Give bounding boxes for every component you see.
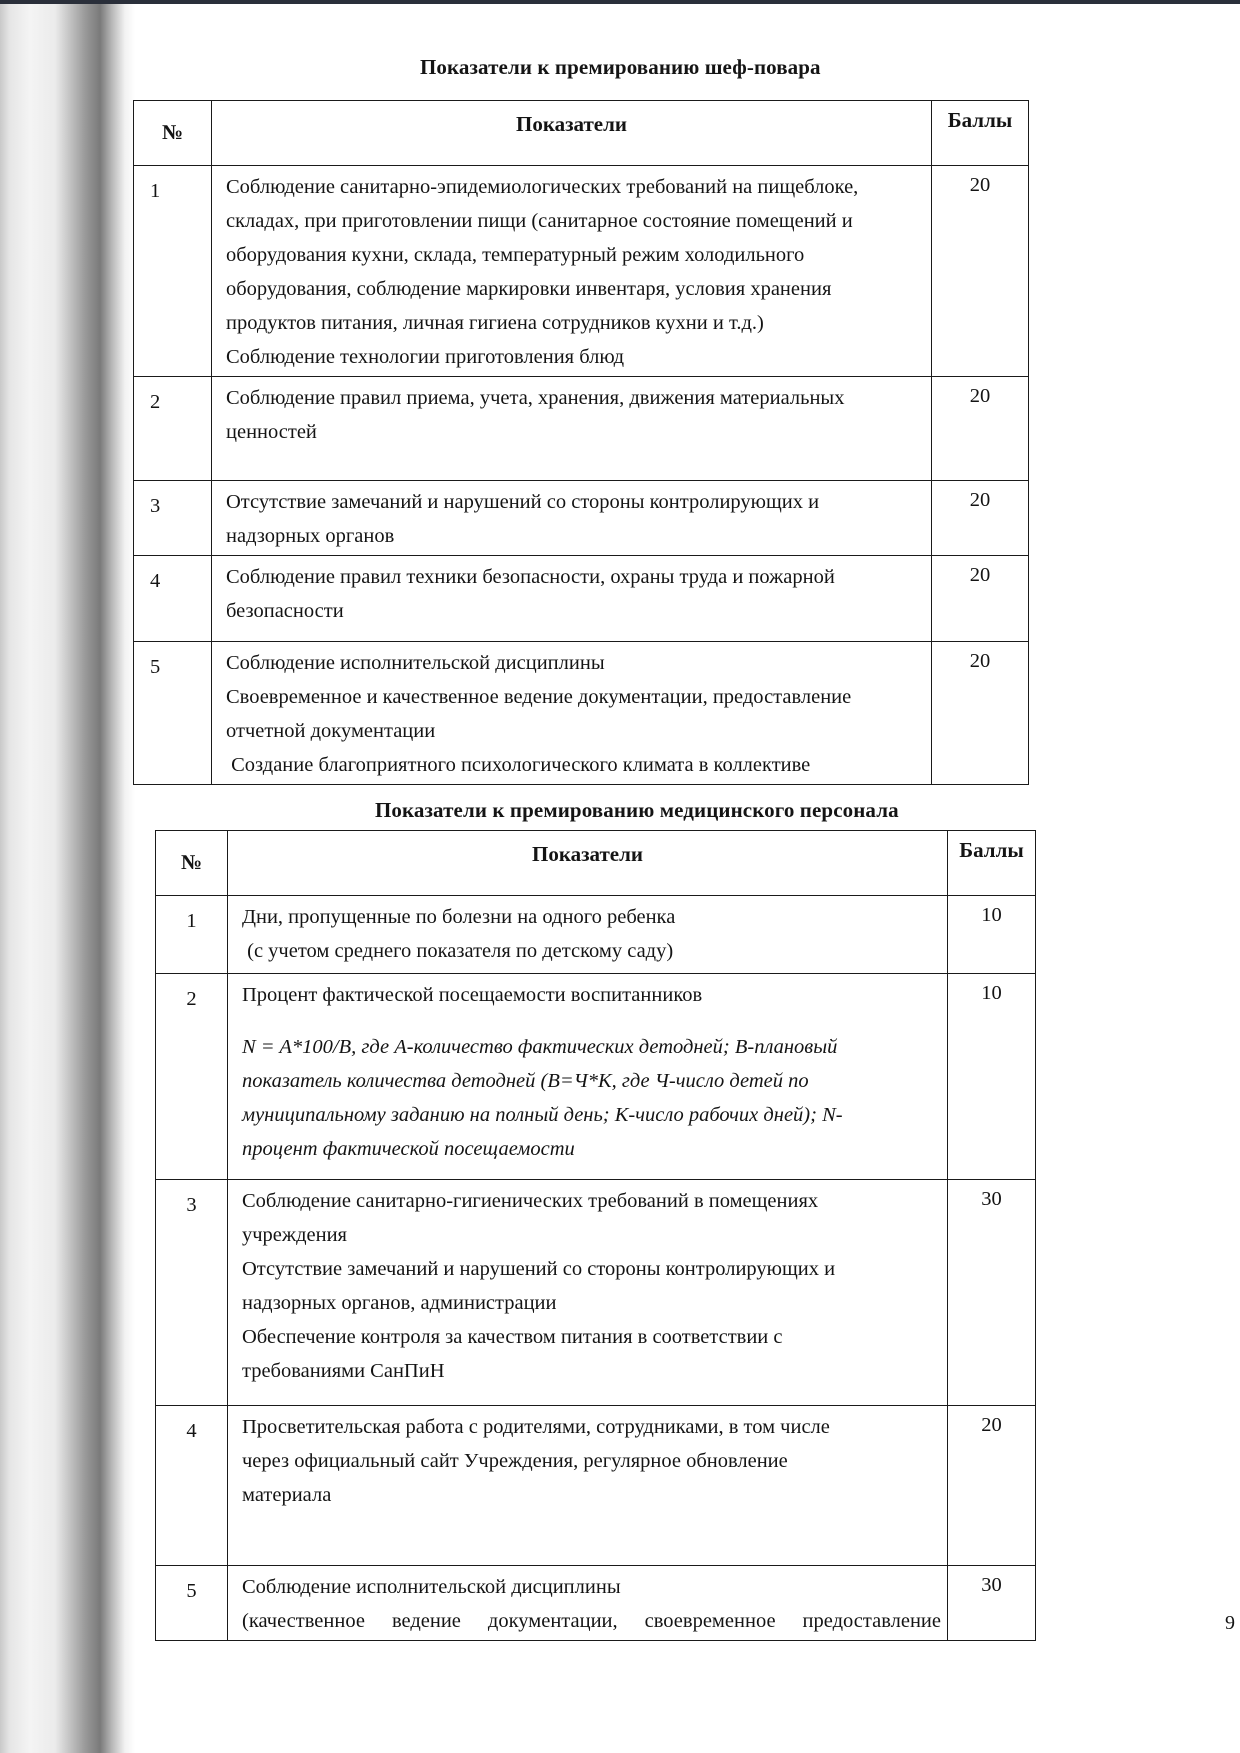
table-header-row <box>134 101 1029 166</box>
row-indicator <box>212 642 932 785</box>
row-num: 5 <box>134 642 212 785</box>
header-indicator: Показатели <box>212 101 932 166</box>
indicator-line: Создание благоприятного психологического климата в коллективе <box>226 754 811 776</box>
indicator-line: Обеспечение контроля за качеством питания в соответствии с <box>242 1326 783 1348</box>
indicator-line: Отсутствие замечаний и нарушений со стороны контролирующих и <box>226 491 820 513</box>
page-number: 9 <box>1225 1612 1235 1634</box>
indicator-line: (качественное ведение документации, своевременное предоставление <box>242 1610 941 1632</box>
row-num: 3 <box>134 481 212 556</box>
row-indicator <box>212 481 932 556</box>
header-points: Баллы <box>948 831 1036 896</box>
indicator-line: складах, при приготовлении пищи (санитарное состояние помещений и <box>226 210 853 232</box>
indicator-line: (с учетом среднего показателя по детскому саду) <box>242 940 674 962</box>
row-points: 20 <box>932 642 1029 785</box>
medical-section-title: Показатели к премированию медицинского персонала <box>375 798 899 822</box>
table-header-row <box>156 831 1036 896</box>
table-row <box>156 896 1036 974</box>
row-indicator <box>228 896 948 974</box>
header-num: № <box>134 101 212 166</box>
indicator-line: Процент фактической посещаемости воспитанников <box>242 984 703 1006</box>
indicator-line: безопасности <box>226 600 344 622</box>
row-num: 2 <box>156 974 228 1180</box>
indicator-line: надзорных органов, администрации <box>242 1292 557 1314</box>
medical-indicators-table <box>155 830 1036 1641</box>
indicator-line: Соблюдение правил техники безопасности, охраны труда и пожарной <box>226 566 835 588</box>
indicator-line: через официальный сайт Учреждения, регулярное обновление <box>242 1450 788 1472</box>
table-row <box>156 1406 1036 1566</box>
table-row <box>156 1180 1036 1406</box>
row-points: 20 <box>932 556 1029 642</box>
chef-indicators-table <box>133 100 1029 785</box>
indicator-line: Отсутствие замечаний и нарушений со стороны контролирующих и <box>242 1258 836 1280</box>
row-indicator <box>212 556 932 642</box>
table-row <box>134 642 1029 785</box>
indicator-line: учреждения <box>242 1224 347 1246</box>
indicator-line: ценностей <box>226 421 317 443</box>
row-num: 1 <box>134 166 212 377</box>
header-num: № <box>156 831 228 896</box>
table-row <box>134 556 1029 642</box>
header-indicator: Показатели <box>228 831 948 896</box>
indicator-line: требованиями СанПиН <box>242 1360 445 1382</box>
indicator-line: материала <box>242 1484 332 1506</box>
row-points: 20 <box>932 166 1029 377</box>
row-points: 30 <box>948 1566 1036 1641</box>
table-row <box>156 974 1036 1180</box>
table-row <box>134 377 1029 481</box>
indicator-line: Соблюдение исполнительской дисциплины <box>226 652 605 674</box>
row-indicator <box>212 166 932 377</box>
row-indicator <box>228 1406 948 1566</box>
header-points: Баллы <box>932 101 1029 166</box>
chef-section-title: Показатели к премированию шеф-повара <box>420 55 821 79</box>
scan-top-edge <box>0 0 1240 4</box>
row-num: 3 <box>156 1180 228 1406</box>
row-num: 2 <box>134 377 212 481</box>
indicator-line: Просветительская работа с родителями, сотрудниками, в том числе <box>242 1416 830 1438</box>
indicator-line: оборудования кухни, склада, температурный режим холодильного <box>226 244 805 266</box>
formula-line: процент фактической посещаемости <box>242 1138 575 1160</box>
indicator-line: Соблюдение правил приема, учета, хранения, движения материальных <box>226 387 845 409</box>
indicator-line: Соблюдение исполнительской дисциплины <box>242 1576 621 1598</box>
indicator-line: оборудования, соблюдение маркировки инвентаря, условия хранения <box>226 278 832 300</box>
table-row <box>134 166 1029 377</box>
formula-line: показатель количества детодней (В=Ч*К, где Ч-число детей по <box>242 1070 809 1092</box>
formula-line: муниципальному заданию на полный день; К-число рабочих дней); N- <box>242 1104 843 1126</box>
row-points: 30 <box>948 1180 1036 1406</box>
row-num: 4 <box>134 556 212 642</box>
row-points: 20 <box>932 481 1029 556</box>
row-points: 20 <box>948 1406 1036 1566</box>
row-indicator <box>228 1566 948 1641</box>
row-indicator <box>228 1180 948 1406</box>
indicator-line: Своевременное и качественное ведение документации, предоставление <box>226 686 852 708</box>
row-num: 4 <box>156 1406 228 1566</box>
formula-line: N = A*100/B, где А-количество фактических детодней; В-плановый <box>242 1036 838 1058</box>
attendance-formula <box>242 1030 941 1166</box>
table-row <box>134 481 1029 556</box>
row-points: 10 <box>948 896 1036 974</box>
row-points: 20 <box>932 377 1029 481</box>
row-num: 1 <box>156 896 228 974</box>
indicator-line: надзорных органов <box>226 525 395 547</box>
indicator-line: продуктов питания, личная гигиена сотрудников кухни и т.д.) <box>226 312 764 334</box>
indicator-line: Соблюдение санитарно-гигиенических требований в помещениях <box>242 1190 819 1212</box>
row-indicator <box>212 377 932 481</box>
row-num: 5 <box>156 1566 228 1641</box>
indicator-line: Соблюдение санитарно-эпидемиологических требований на пищеблоке, <box>226 176 859 198</box>
table-row <box>156 1566 1036 1641</box>
indicator-line: отчетной документации <box>226 720 436 742</box>
indicator-line: Соблюдение технологии приготовления блюд <box>226 346 625 368</box>
row-indicator <box>228 974 948 1180</box>
scan-binding-shadow <box>0 0 135 1753</box>
row-points: 10 <box>948 974 1036 1180</box>
indicator-line: Дни, пропущенные по болезни на одного ребенка <box>242 906 676 928</box>
